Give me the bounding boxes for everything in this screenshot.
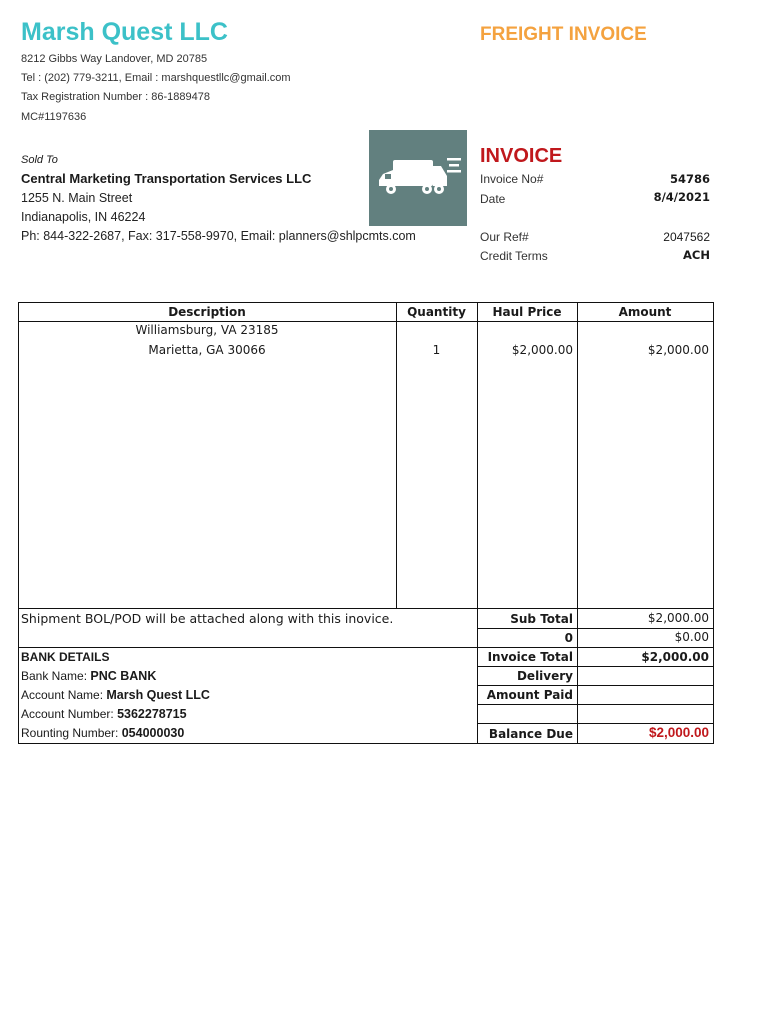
invoice-total-value: $2,000.00 xyxy=(641,650,709,664)
client-name: Central Marketing Transportation Services LLC xyxy=(21,171,312,186)
invoice-date: 8/4/2021 xyxy=(653,190,710,204)
routing-number: 054000030 xyxy=(121,726,185,740)
delivery-label: Delivery xyxy=(516,669,573,683)
shipment-note: Shipment BOL/POD will be attached along with this inovice. xyxy=(21,611,394,626)
header-haul-price: Haul Price xyxy=(492,305,562,319)
account-name: Marsh Quest LLC xyxy=(106,688,210,702)
invoice-date-label: Date xyxy=(480,192,506,206)
subtotal-label: Sub Total xyxy=(510,612,573,626)
extra-value: $0.00 xyxy=(674,630,709,644)
document-title: FREIGHT INVOICE xyxy=(480,24,647,45)
invoice-number: 54786 xyxy=(669,172,710,186)
extra-label: 0 xyxy=(564,631,573,645)
invoice-total-label: Invoice Total xyxy=(487,650,573,664)
bank-name-row xyxy=(21,669,156,683)
row-amount: $2,000.00 xyxy=(647,343,709,357)
bank-name: PNC BANK xyxy=(90,669,157,683)
row-destination: Marietta, GA 30066 xyxy=(148,343,266,357)
row-haul-price: $2,000.00 xyxy=(511,343,573,357)
client-city: Indianapolis, IN 46224 xyxy=(21,210,146,224)
routing-number-label: Rounting Number: xyxy=(21,726,119,740)
header-amount: Amount xyxy=(618,305,672,319)
company-tax-number: Tax Registration Number : 86-1889478 xyxy=(21,91,210,103)
balance-due-label: Balance Due xyxy=(488,727,573,741)
invoice-heading: INVOICE xyxy=(480,145,563,167)
amount-paid-label: Amount Paid xyxy=(486,688,573,702)
credit-terms: ACH xyxy=(683,248,710,262)
truck-icon xyxy=(369,130,467,226)
account-number: 5362278715 xyxy=(117,707,187,721)
sold-to-label: Sold To xyxy=(21,154,58,166)
balance-due-value: $2,000.00 xyxy=(648,725,709,740)
company-name: Marsh Quest LLC xyxy=(21,18,228,46)
row-quantity: 1 xyxy=(432,343,441,357)
company-address: 8212 Gibbs Way Landover, MD 20785 xyxy=(21,53,208,65)
client-street: 1255 N. Main Street xyxy=(21,191,133,205)
company-mc-number: MC#1197636 xyxy=(21,111,87,123)
account-number-label: Account Number: xyxy=(21,707,114,721)
company-logo xyxy=(369,130,467,226)
credit-terms-label: Credit Terms xyxy=(480,249,548,263)
bank-name-label: Bank Name: xyxy=(21,669,88,683)
bank-details-heading: BANK DETAILS xyxy=(21,650,110,664)
subtotal-value: $2,000.00 xyxy=(647,611,709,625)
routing-number-row xyxy=(21,726,184,740)
account-number-row xyxy=(21,707,187,721)
header-quantity: Quantity xyxy=(407,305,466,319)
account-name-row xyxy=(21,688,210,702)
account-name-label: Account Name: xyxy=(21,688,104,702)
row-origin: Williamsburg, VA 23185 xyxy=(135,323,279,337)
invoice-number-label: Invoice No# xyxy=(480,172,544,186)
header-description: Description xyxy=(168,305,246,319)
company-contact: Tel : (202) 779-3211, Email : marshquestllc@gmail.com xyxy=(21,72,291,84)
our-ref: 2047562 xyxy=(663,230,710,244)
our-ref-label: Our Ref# xyxy=(480,230,529,244)
client-contact: Ph: 844-322-2687, Fax: 317-558-9970, Email: planners@shlpcmts.com xyxy=(21,229,416,243)
